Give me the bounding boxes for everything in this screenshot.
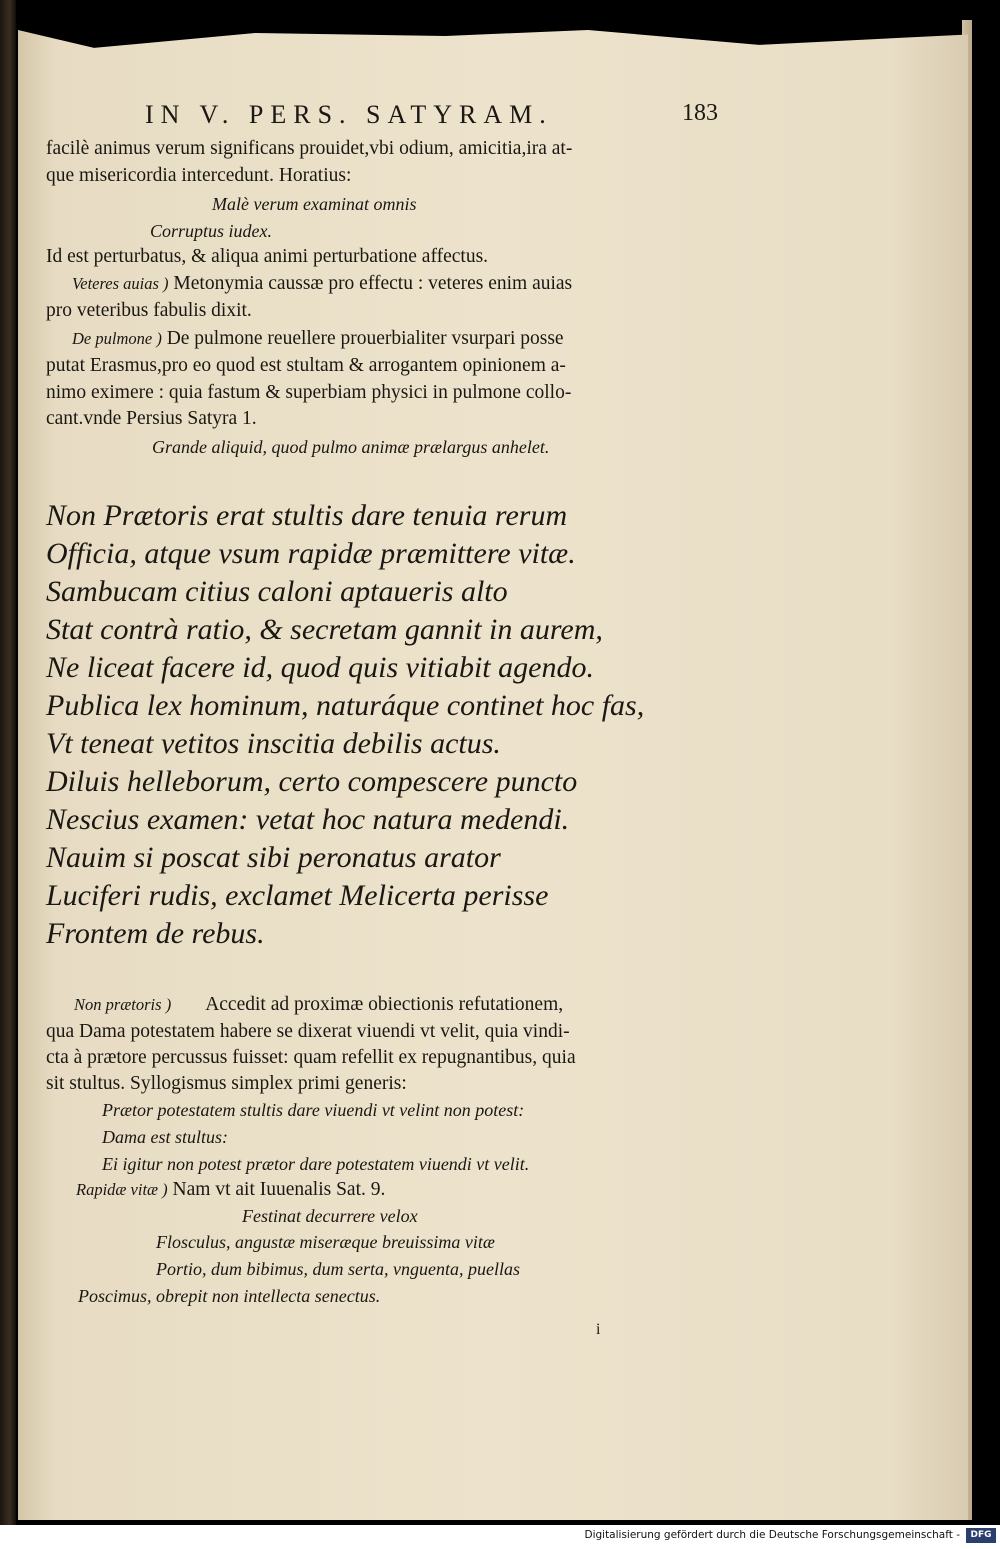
lemma: Non prætoris ) <box>74 995 172 1014</box>
verse-line: Nescius examen: vetat hoc natura medendi. <box>46 803 570 836</box>
lemma: Rapidæ vitæ ) <box>76 1180 168 1199</box>
quote-line: Corruptus iudex. <box>150 221 273 241</box>
verse-line: Sambucam citius caloni aptaueris alto <box>46 575 508 608</box>
verse-line: Ne liceat facere id, quod quis vitiabit agendo. <box>46 651 594 684</box>
commentary-line: putat Erasmus,pro eo quod est stultam & arrogantem opinionem a- <box>46 355 566 376</box>
quote-line: Portio, dum bibimus, dum serta, vnguenta, puellas <box>156 1259 520 1279</box>
book-spine <box>0 0 16 1525</box>
verse-line: Vt teneat vetitos inscitia debilis actus. <box>46 727 501 760</box>
verse-line: Nauim si poscat sibi peronatus arator <box>46 841 501 874</box>
commentary-line: cta à prætore percussus fuisset: quam refellit ex repugnantibus, quia <box>46 1047 576 1068</box>
verse-line: Diluis helleborum, certo compescere puncto <box>46 765 578 798</box>
quote-line: Flosculus, angustæ miseræque breuissima vitæ <box>156 1232 495 1252</box>
commentary-entry <box>74 992 563 1018</box>
commentary-line: facilè animus verum significans prouidet,vbi odium, amicitia,ira at- <box>46 138 573 159</box>
lemma: De pulmone ) <box>72 329 162 348</box>
commentary-entry <box>72 326 564 352</box>
syllogism-line: Ei igitur non potest prætor dare potestatem viuendi vt velit. <box>102 1154 530 1174</box>
verse-line: Luciferi rudis, exclamet Melicerta perisse <box>46 879 549 912</box>
commentary-text: Metonymia caussæ pro effectu : veteres enim auias <box>168 273 573 294</box>
dfg-logo: DFG <box>966 1528 996 1543</box>
commentary-line: Id est perturbatus, & aliqua animi perturbatione affectus. <box>46 246 489 267</box>
running-head: IN V. PERS. SATYRAM. <box>145 100 553 129</box>
page-number: 183 <box>682 100 718 126</box>
commentary-line: pro veteribus fabulis dixit. <box>46 300 252 321</box>
commentary-text: Accedit ad proximæ obiectionis refutationem, <box>205 994 564 1015</box>
commentary-text: De pulmone reuellere prouerbialiter vsurpari posse <box>161 328 564 349</box>
quote-line: Poscimus, obrepit non intellecta senectus. <box>78 1286 381 1306</box>
verse-line: Stat contrà ratio, & secretam gannit in aurem, <box>46 613 603 646</box>
quote-line: Grande aliquid, quod pulmo animæ prælargus anhelet. <box>152 437 550 457</box>
funding-credit: Digitalisierung gefördert durch die Deutsche Forschungsgemeinschaft - <box>584 1529 960 1541</box>
verse-line: Frontem de rebus. <box>46 917 265 950</box>
quote-line: Malè verum examinat omnis <box>212 194 417 214</box>
verse-line: Non Prætoris erat stultis dare tenuia rerum <box>46 499 568 532</box>
syllogism-line: Dama est stultus: <box>102 1127 228 1147</box>
commentary-entry <box>76 1177 385 1203</box>
commentary-line: cant.vnde Persius Satyra 1. <box>46 408 257 429</box>
commentary-entry <box>72 271 572 297</box>
commentary-line: sit stultus. Syllogismus simplex primi generis: <box>46 1073 407 1094</box>
verse-line: Publica lex hominum, naturáque continet hoc fas, <box>46 689 645 722</box>
verse-line: Officia, atque vsum rapidæ præmittere vitæ. <box>46 537 576 570</box>
quote-line: Festinat decurrere velox <box>242 1206 418 1226</box>
signature-mark: i <box>596 1321 601 1338</box>
commentary-text: Nam vt ait Iuuenalis Sat. 9. <box>167 1179 386 1200</box>
syllogism-line: Prætor potestatem stultis dare viuendi vt velint non potest: <box>102 1100 525 1120</box>
commentary-line: que misericordia intercedunt. Horatius: <box>46 165 352 186</box>
lemma: Veteres auias ) <box>72 274 169 293</box>
commentary-line: nimo eximere : quia fastum & superbiam physici in pulmone collo- <box>46 382 572 403</box>
commentary-line: qua Dama potestatem habere se dixerat viuendi vt velit, quia vindi- <box>46 1021 570 1042</box>
